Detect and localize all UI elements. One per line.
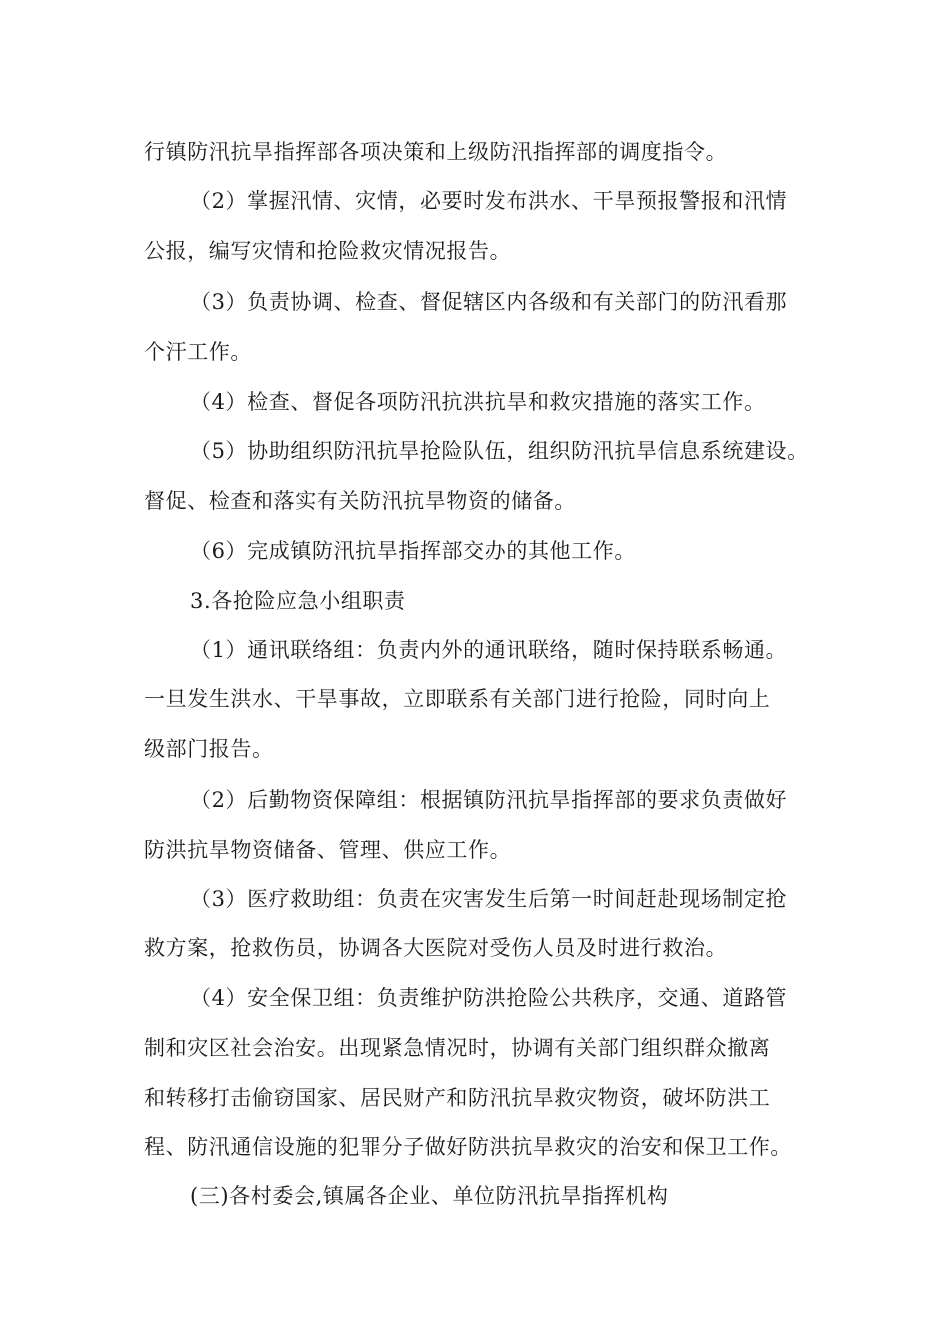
- text-line: （3）负责协调、检查、督促辖区内各级和有关部门的防汛看那: [190, 290, 788, 314]
- text-line: 一旦发生洪水、干旱事故，立即联系有关部门进行抢险，同时向上: [144, 687, 771, 711]
- text-line: （4）安全保卫组：负责维护防洪抢险公共秩序，交通、道路管: [190, 986, 788, 1010]
- text-line: 防洪抗旱物资储备、管理、供应工作。: [144, 838, 512, 862]
- text-line: 救方案，抢救伤员，协调各大医院对受伤人员及时进行救治。: [144, 936, 728, 960]
- text-line: 级部门报告。: [144, 737, 274, 761]
- section-heading: 3.各抢险应急小组职责: [190, 589, 406, 613]
- text-line: （2）掌握汛情、灾情，必要时发布洪水、干旱预报警报和汛情: [190, 189, 788, 213]
- text-line: 公报，编写灾情和抢险救灾情况报告。: [144, 239, 512, 263]
- section-heading: (三)各村委会,镇属各企业、单位防汛抗旱指挥机构: [190, 1184, 669, 1208]
- text-line: 个汗工作。: [144, 340, 252, 364]
- text-line: 程、防汛通信设施的犯罪分子做好防洪抗旱救灾的治安和保卫工作。: [144, 1135, 792, 1159]
- text-line: 和转移打击偷窃国家、居民财产和防汛抗旱救灾物资，破坏防洪工: [144, 1086, 771, 1110]
- text-line: 行镇防汛抗旱指挥部各项决策和上级防汛指挥部的调度指令。: [144, 140, 728, 164]
- text-line: （2）后勤物资保障组：根据镇防汛抗旱指挥部的要求负责做好: [190, 788, 788, 812]
- text-line: （3）医疗救助组：负责在灾害发生后第一时间赶赴现场制定抢: [190, 887, 788, 911]
- text-line: 制和灾区社会治安。出现紧急情况时，协调有关部门组织群众撤离: [144, 1036, 771, 1060]
- text-line: 督促、检查和落实有关防汛抗旱物资的储备。: [144, 489, 576, 513]
- text-line: （4）检查、督促各项防汛抗洪抗旱和救灾措施的落实工作。: [190, 390, 766, 414]
- text-line: （5）协助组织防汛抗旱抢险队伍，组织防汛抗旱信息系统建设。: [190, 439, 809, 463]
- text-line: （6）完成镇防汛抗旱指挥部交办的其他工作。: [190, 539, 636, 563]
- text-line: （1）通讯联络组：负责内外的通讯联络，随时保持联系畅通。: [190, 638, 788, 662]
